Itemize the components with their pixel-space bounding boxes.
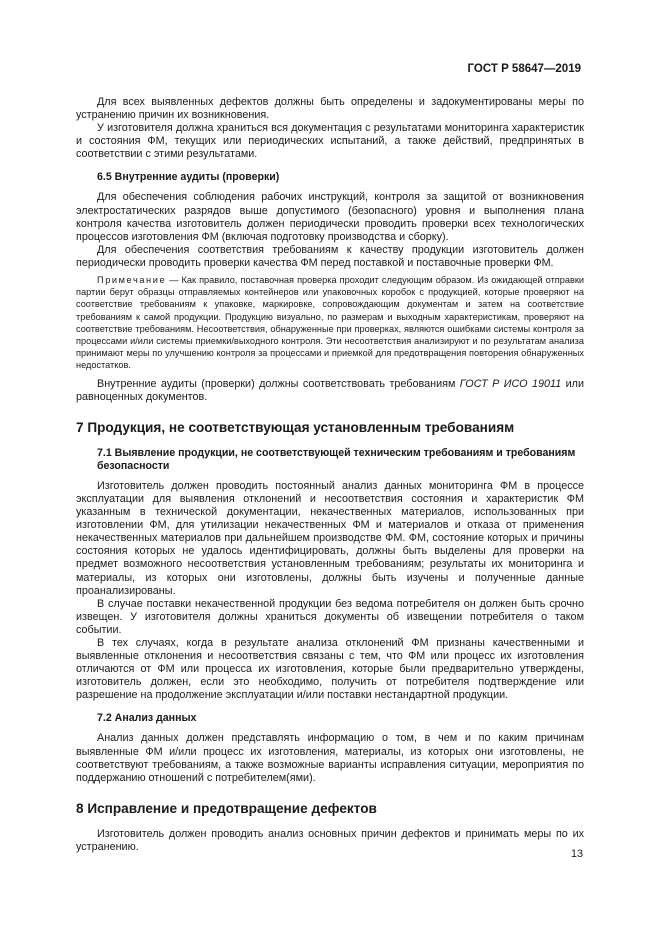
page-number: 13 xyxy=(570,848,583,860)
paragraph: Для всех выявленных дефектов должны быть определены и задокументированы меры по устранению причин их возникновения. xyxy=(76,96,584,122)
paragraph: Для обеспечения соблюдения рабочих инструкций, контроля за защитой от возникновения электростатических разрядов выше допустимого (безопасного) уровня и выполнения плана контроля качества изготовитель должен периодически проводить проверки всех технологических процессов изготовления ФМ (включая подготовку производства и сборку). xyxy=(76,191,584,243)
paragraph: Изготовитель должен проводить постоянный анализ данных мониторинга ФМ в процессе эксплуатации для выявления отклонений и несоответствия состояния и характеристик ФМ указанным в технической документации, некачественных материалов, использованных при изготовлении ФМ, для утилизации некачественных ФМ и материалов и отказа от применения некачественных материалов при дальнейшем производстве ФМ. ФМ, состояние которых и причины состояния которых не удалось идентифицировать, должны быть выделены для проверки на предмет возможного несоответствия установленным требованиям; результаты их мониторинга и материалы, из которых они изготовлены, должны быть изучены и полученные данные проанализированы. xyxy=(76,479,584,597)
page-content xyxy=(76,96,584,854)
paragraph: В тех случаях, когда в результате анализа отклонений ФМ признаны качественными и выявленные отклонения и несоответствия связаны с тем, что ФМ или процесс их изготовления отличаются от ФМ или процесса их изготовления, которые были предварительно утверждены, изготовитель должен, если это необходимо, получить от потребителя подтверждение или разрешение на продолжение эксплуатации и/или поставки нестандартной продукции. xyxy=(76,636,584,702)
standard-header: ГОСТ Р 58647—2019 xyxy=(467,63,581,75)
paragraph: Для обеспечения соответствия требованиям к качеству продукции изготовитель должен периодически проводить проверки качества ФМ перед поставкой и поставочные проверки ФМ. xyxy=(76,243,584,269)
section-8-title: 8 Исправление и предотвращение дефектов xyxy=(76,800,377,816)
paragraph xyxy=(76,378,584,404)
note-text: — Как правило, поставочная проверка проходит следующим образом. Из ожидающей отправки партии берут образцы отправляемых контейнеров или упаковочных коробок с продукцией, которые проверяют на соответствие требованиям к упаковке, маркировке, сопровождающим документам и затем на соответствие требованиям к самой продукции. Продукцию визуально, по размерам и выходным характеристикам, проверяют на соответствие требованиям. Несоответствия, обнаруженные при проверках, являются ошибками системы контроля за процессами и/или системы приемки/выходного контроля. Эти несоответствия анализируют и по результатам анализа принимают меры по улучшению контроля за процессами и приемкой для предотвращения повторения обнаруженных недостатков. xyxy=(76,275,584,371)
paragraph: Анализ данных должен представлять информацию о том, в чем и по каким причинам выявленные ФМ и/или процесс их изготовления, материалы, из которых они изготовлены, не соответствуют требованиям, а также возможные варианты исправления ситуации, мероприятия по поддержанию отношений с потребителем(ями). xyxy=(76,732,584,784)
text-span: Внутренние аудиты (проверки) должны соответствовать требованиям xyxy=(97,377,460,390)
paragraph: У изготовителя должна храниться вся документация с результатами мониторинга характеристик и состояния ФМ, текущих или периодических испытаний, а также действий, предпринятых в соответствии с этими результатами. xyxy=(76,122,584,161)
note xyxy=(76,274,584,372)
standard-reference: ГОСТ Р ИСО 19011 xyxy=(459,377,562,390)
section-7-2-title: 7.2 Анализ данных xyxy=(97,712,197,725)
paragraph: Изготовитель должен проводить анализ основных причин дефектов и принимать меры по их устранению. xyxy=(76,827,584,853)
section-7-1-title: 7.1 Выявление продукции, не соответствующей техническим требованиям и требованиям безопасности xyxy=(97,446,576,472)
text-span: или равноценных документов. xyxy=(76,377,584,403)
paragraph: В случае поставки некачественной продукции без ведома потребителя он должен быть срочно извещен. У изготовителя должны храниться документы об извещении потребителя о таком событии. xyxy=(76,597,584,636)
section-6-5-title: 6.5 Внутренние аудиты (проверки) xyxy=(97,171,280,184)
section-7-title: 7 Продукция, не соответствующая установленным требованиям xyxy=(76,419,515,435)
note-label: Примечание xyxy=(97,275,167,286)
